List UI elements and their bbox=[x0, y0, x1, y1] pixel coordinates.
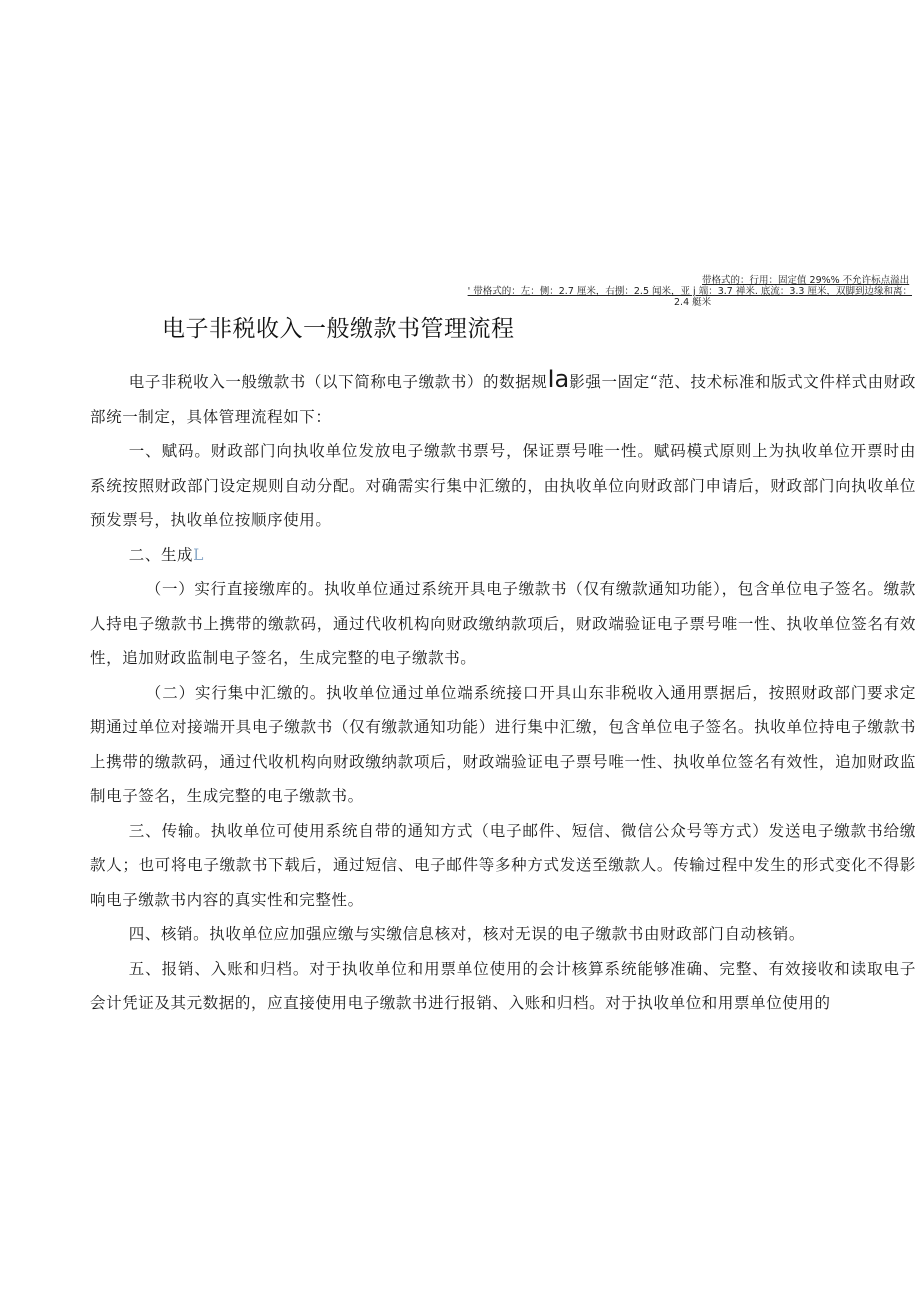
section-5-paragraph: 五、报销、入账和归档。对于执收单位和用票单位使用的会计核算系统能够准确、完整、有效接收和读取电子会计凭证及其元数据的，应直接使用电子缴款书进行报销、入账和归档。对于执收单位和用票单位使用的 bbox=[90, 959, 916, 1012]
intro-text-after: 影强一固定“范、技术标准和版式文件样式由财政部统一制定，具体管理流程如下： bbox=[90, 373, 916, 426]
section-1-paragraph: 一、赋码。财政部门向执收单位发放电子缴款书票号，保证票号唯一性。赋码模式原则上为执收单位开票时由系统按照财政部门设定规则自动分配。对确需实行集中汇缴的，由执收单位向财政部门申请后，财政部门向执收单位预发票号，执收单位按顺序使用。 bbox=[90, 442, 916, 529]
section-2-sub-2-paragraph: （二）实行集中汇缴的。执收单位通过单位端系统接口开具山东非税收入通用票据后，按照财政部门要求定期通过单位对接端开具电子缴款书（仅有缴款通知功能）进行集中汇缴，包含单位电子签名。执收单位持电子缴款书上携带的缴款码，通过代收机构向财政缴纳款项后，财政端验证电子票号唯一性、执收单位签名有效性，追加财政监制电子签名，生成完整的电子缴款书。 bbox=[90, 683, 916, 805]
document-title: 电子非税收入一般缴款书管理流程 bbox=[162, 316, 515, 342]
section-4-paragraph: 四、核销。执收单位应加强应缴与实缴信息核对，核对无误的电子缴款书由财政部门自动核销。 bbox=[128, 925, 805, 943]
section-2-heading bbox=[90, 538, 916, 573]
section-2-sub-1-paragraph: （一）实行直接缴库的。执收单位通过系统开具电子缴款书（仅有缴款通知功能），包含单位电子签名。缴款人持电子缴款书上携带的缴款码，通过代收机构向财政缴纳款项后，财政端验证电子票号唯一性、执收单位签名有效性，追加财政监制电子签名，生成完整的电子缴款书。 bbox=[90, 580, 916, 667]
intro-text-before: 电子非税收入一般缴款书（以下简称电子缴款书）的数据规 bbox=[128, 373, 548, 391]
section-2-ocr-artifact: L bbox=[193, 545, 205, 564]
intro-ocr-artifact: Ia bbox=[547, 365, 570, 393]
format-annotation-margins: ' 带格式的：左：侧：2.7 厘米，右捌：2.5 闻米，亚 j 端：3.7 禅米. 底流：3.3 厘米，双脚到边缘和离： bbox=[467, 286, 912, 297]
section-3-paragraph: 三、传输。执收单位可使用系统自带的通知方式（电子邮件、短信、微信公众号等方式）发送电子缴款书给缴款人；也可将电子缴款书下载后，通过短信、电子邮件等多种方式发送至缴款人。传输过程中发生的形式变化不得影响电子缴款书内容的真实性和完整性。 bbox=[90, 821, 916, 909]
format-annotation-line-spacing: 带格式的：行用：固定值 29%% 不允许标点溢出 bbox=[702, 275, 910, 286]
format-annotation-margins-continued: 2.4 艇米 bbox=[674, 297, 712, 308]
intro-paragraph bbox=[90, 365, 916, 434]
section-2-heading-text: 二、生成 bbox=[128, 545, 194, 564]
document-body bbox=[90, 365, 916, 1021]
